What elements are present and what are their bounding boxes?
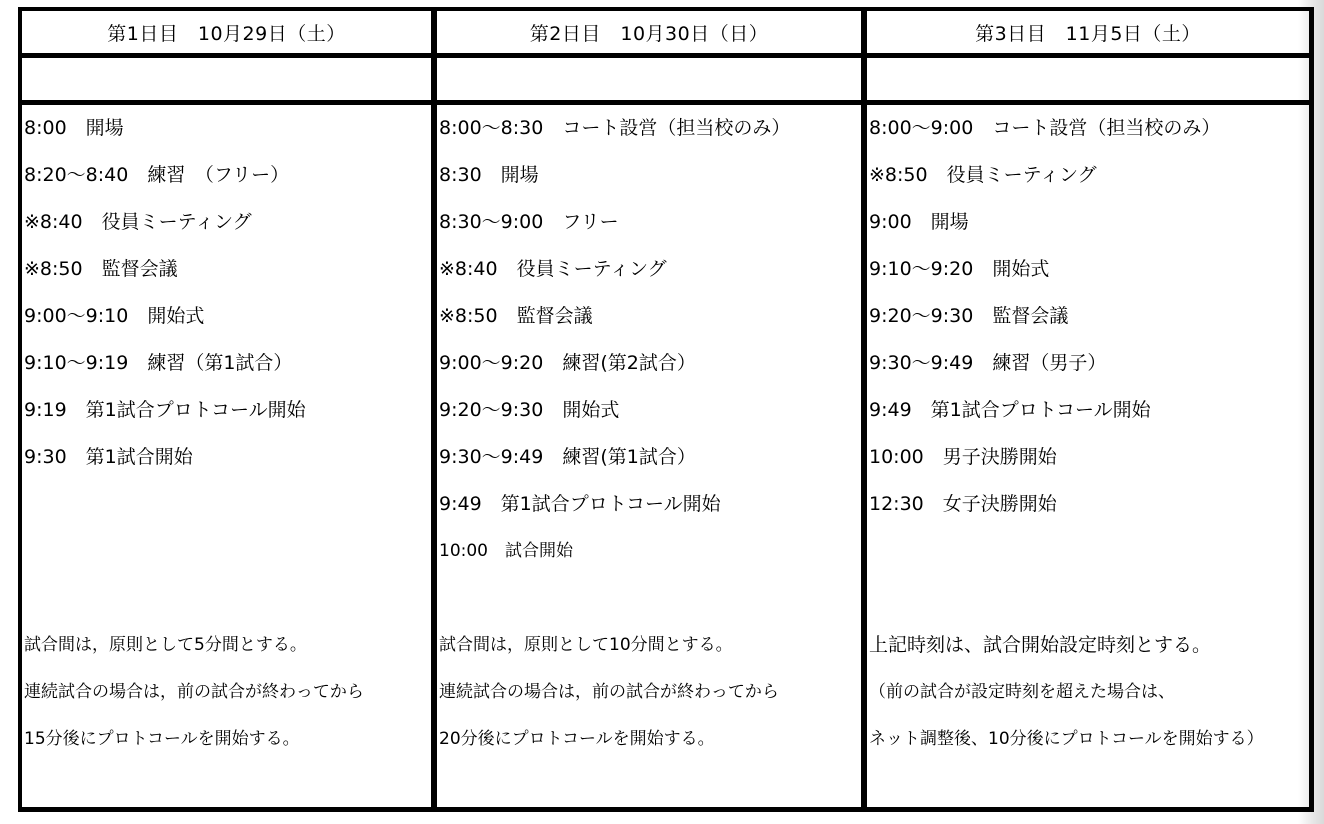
day1-note: 15分後にプロトコールを開始する。 <box>24 729 300 749</box>
schedule-item: 10:00 男子決勝開始 <box>869 446 1057 468</box>
blank-row-bottom-border <box>18 100 1313 105</box>
column-divider-1 <box>431 7 437 812</box>
schedule-item: 8:00～9:00 コート設営（担当校のみ） <box>869 117 1221 139</box>
schedule-item: 9:20～9:30 開始式 <box>439 399 620 421</box>
day3-note: （前の試合が設定時刻を超えた場合は、 <box>869 682 1175 702</box>
schedule-item: 12:30 女子決勝開始 <box>869 493 1057 515</box>
day1-note: 試合間は，原則として5分間とする。 <box>24 635 307 655</box>
day3-note: ネット調整後、10分後にプロトコールを開始する） <box>869 729 1264 749</box>
schedule-item: 8:30～9:00 フリー <box>439 211 619 233</box>
day1-header: 第1日目 10月29日（土） <box>107 22 346 45</box>
day3-note: 上記時刻は、試合開始設定時刻とする。 <box>869 634 1212 656</box>
schedule-item: 9:30～9:49 練習（男子） <box>869 352 1107 374</box>
schedule-item: 8:00～8:30 コート設営（担当校のみ） <box>439 117 791 139</box>
schedule-item: 9:10～9:19 練習（第1試合） <box>24 352 293 374</box>
day3-header: 第3日目 11月5日（土） <box>975 22 1201 45</box>
schedule-item: 9:00～9:20 練習(第2試合） <box>439 352 696 374</box>
day2-schedule <box>439 108 859 798</box>
schedule-item: ※8:50 監督会議 <box>24 258 178 280</box>
schedule-item: ※8:50 役員ミーティング <box>869 164 1097 186</box>
day2-note: 連続試合の場合は，前の試合が終わってから <box>439 682 779 702</box>
schedule-item: ※8:40 役員ミーティング <box>439 258 667 280</box>
schedule-item: 9:20～9:30 監督会議 <box>869 305 1069 327</box>
schedule-item: 9:30～9:49 練習(第1試合） <box>439 446 696 468</box>
schedule-item: 9:30 第1試合開始 <box>24 446 193 468</box>
day1-schedule <box>24 108 429 798</box>
schedule-item: 9:10～9:20 開始式 <box>869 258 1050 280</box>
table-right-border <box>1309 7 1314 812</box>
schedule-item: 9:49 第1試合プロトコール開始 <box>439 493 721 515</box>
schedule-item: 9:49 第1試合プロトコール開始 <box>869 399 1151 421</box>
schedule-item: ※8:40 役員ミーティング <box>24 211 252 233</box>
day2-note: 20分後にプロトコールを開始する。 <box>439 729 715 749</box>
schedule-item: 8:00 開場 <box>24 117 124 139</box>
table-bottom-border <box>18 807 1313 812</box>
schedule-item: 8:20～8:40 練習 （フリー） <box>24 164 290 186</box>
schedule-item: 9:00～9:10 開始式 <box>24 305 205 327</box>
table-left-border <box>18 7 22 812</box>
schedule-item: 8:30 開場 <box>439 164 539 186</box>
schedule-item: 10:00 試合開始 <box>439 541 573 561</box>
day2-header: 第2日目 10月30日（日） <box>529 22 769 45</box>
day2-note: 試合間は，原則として10分間とする。 <box>439 635 733 655</box>
day1-note: 連続試合の場合は，前の試合が終わってから <box>24 682 364 702</box>
schedule-item: ※8:50 監督会議 <box>439 305 593 327</box>
schedule-item: 9:00 開場 <box>869 211 969 233</box>
schedule-item: 9:19 第1試合プロトコール開始 <box>24 399 306 421</box>
column-divider-2 <box>861 7 867 812</box>
day3-schedule <box>869 108 1307 798</box>
